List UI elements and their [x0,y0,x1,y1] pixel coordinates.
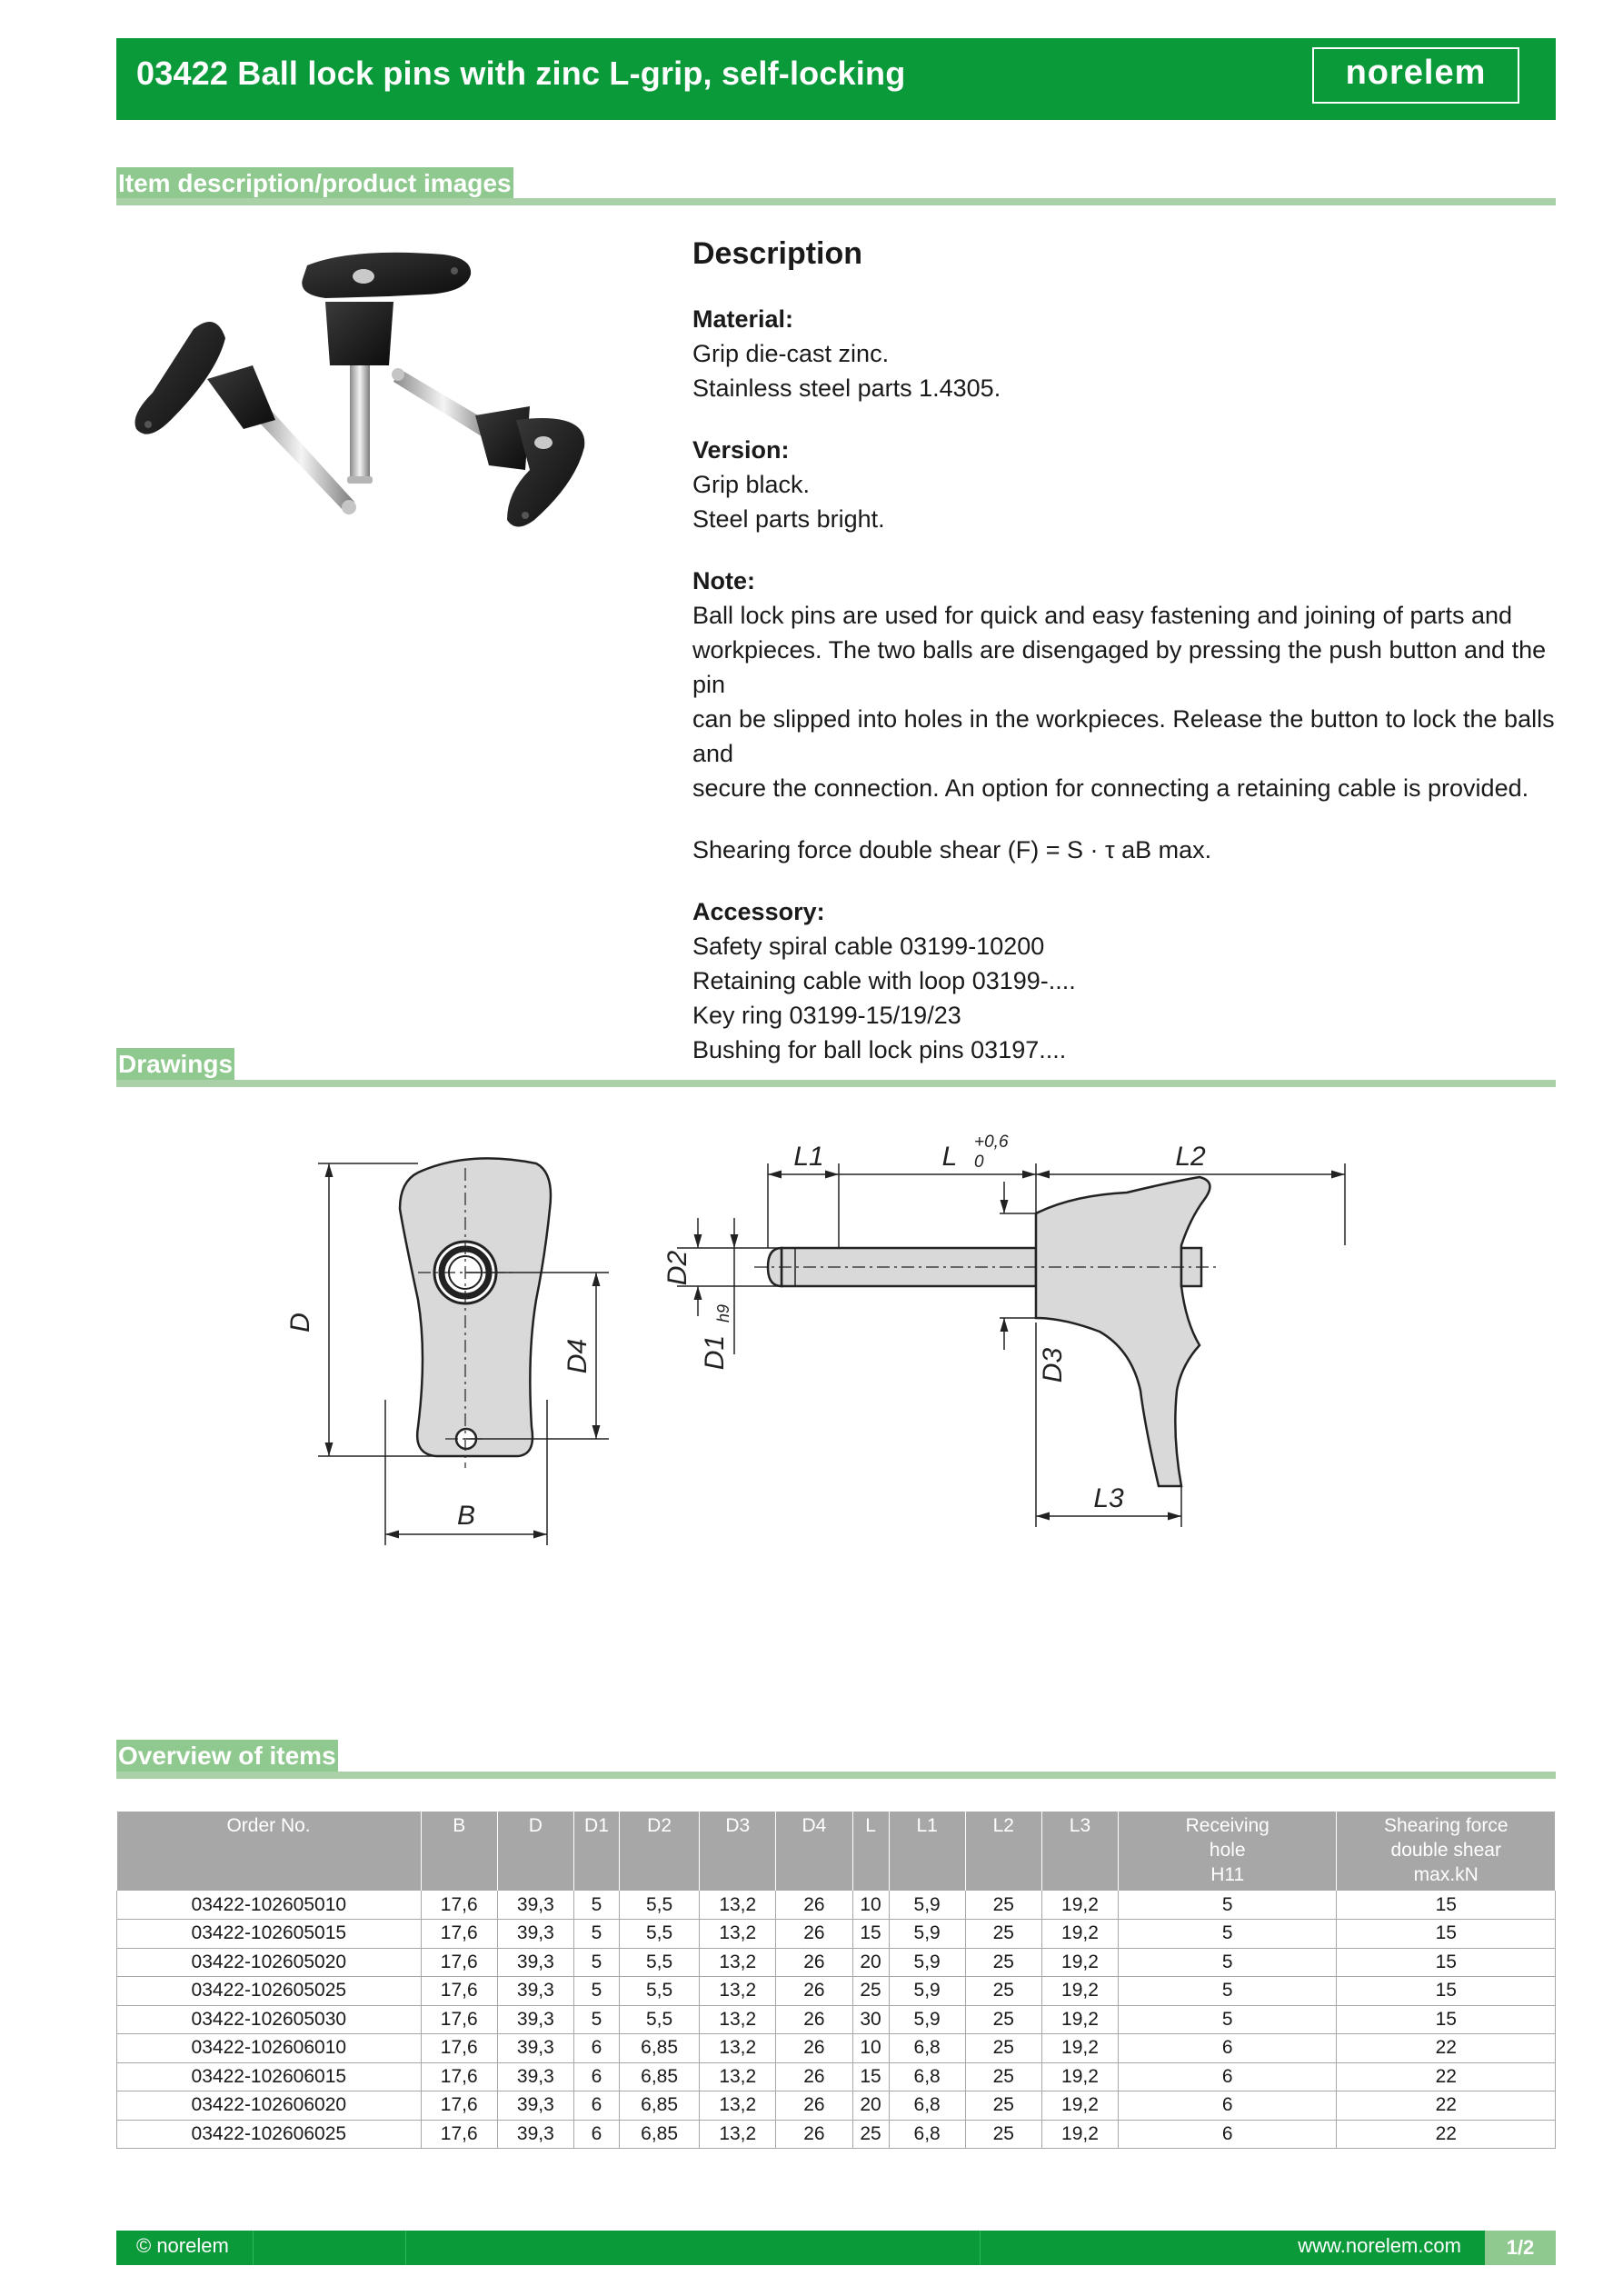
dim-label-l1: L1 [793,1142,824,1172]
side-view [768,1177,1210,1486]
table-cell: 15 [852,2062,889,2091]
order-number-cell: 03422-102606025 [117,2120,422,2149]
table-cell: 25 [965,1920,1041,1949]
col-header: D [497,1812,573,1891]
col-header: D1 [573,1812,619,1891]
footer-copyright: © norelem [136,2234,229,2257]
shear-formula-block [692,833,1556,867]
pin-right [392,368,584,527]
table-cell: 15 [1337,1977,1556,2006]
table-cell: 5,5 [620,1948,700,1977]
header-line: H11 [1210,1864,1245,1885]
version-line: Grip black. [692,471,811,498]
table-cell: 19,2 [1041,2005,1118,2034]
accessory-line: Safety spiral cable 03199-10200 [692,933,1045,960]
section-title-overview: Overview of items [116,1740,338,1772]
table-cell: 26 [776,1948,852,1977]
col-header: Order No. [117,1812,422,1891]
table-cell: 5 [1119,1948,1337,1977]
material-block [692,302,1556,405]
page-number: 1/2 [1485,2231,1556,2265]
table-cell: 6,8 [889,2120,965,2149]
table-cell: 22 [1337,2091,1556,2121]
order-number-cell: 03422-102606020 [117,2091,422,2121]
front-view [400,1158,551,1456]
table-cell: 5,5 [620,2005,700,2034]
footer-divider [405,2231,406,2265]
header-line: Receiving [1185,1815,1270,1836]
table-cell: 25 [965,2062,1041,2091]
order-number-cell: 03422-102605010 [117,1891,422,1920]
table-cell: 5 [1119,1920,1337,1949]
table-cell: 39,3 [497,1977,573,2006]
table-cell: 19,2 [1041,2034,1118,2063]
order-number-cell: 03422-102605020 [117,1948,422,1977]
material-line: Grip die-cast zinc. [692,340,890,367]
table-cell: 10 [852,2034,889,2063]
order-number-cell: 03422-102606010 [117,2034,422,2063]
dim-label-d4: D4 [563,1338,592,1374]
table-cell: 39,3 [497,2062,573,2091]
table-cell: 17,6 [421,2034,497,2063]
table-cell: 5 [1119,2005,1337,2034]
table-cell: 17,6 [421,2062,497,2091]
table-cell: 26 [776,2034,852,2063]
order-number-cell: 03422-102605030 [117,2005,422,2034]
table-cell: 5,5 [620,1920,700,1949]
table-cell: 39,3 [497,2005,573,2034]
table-cell: 25 [965,1977,1041,2006]
table-cell: 5,9 [889,1948,965,1977]
norelem-logo [1312,47,1519,104]
table-cell: 6 [573,2062,619,2091]
table-cell: 17,6 [421,2005,497,2034]
table-cell: 5 [1119,1977,1337,2006]
table-cell: 25 [852,1977,889,2006]
table-cell: 15 [1337,1920,1556,1949]
table-cell: 13,2 [700,2091,776,2121]
table-row [117,2120,1556,2149]
table-cell: 25 [965,1948,1041,1977]
header-line: Shearing force [1383,1815,1508,1836]
table-row [117,1920,1556,1949]
dim-label-d1-tol: h9 [714,1303,732,1323]
col-header: L1 [889,1812,965,1891]
dim-label-d1: D1 [700,1334,730,1371]
table-cell: 6,85 [620,2091,700,2121]
table-cell: 6,8 [889,2034,965,2063]
table-cell: 26 [776,2091,852,2121]
header-line: hole [1209,1840,1246,1861]
col-header-shearing-force [1337,1812,1556,1891]
table-cell: 17,6 [421,1977,497,2006]
table-cell: 25 [965,1891,1041,1920]
col-header: L [852,1812,889,1891]
table-cell: 39,3 [497,1920,573,1949]
table-cell: 10 [852,1891,889,1920]
col-header: L3 [1041,1812,1118,1891]
pin-left [134,322,356,514]
shear-formula: Shearing force double shear (F) = S · τ aB max. [692,836,1212,863]
table-cell: 6 [1119,2120,1337,2149]
table-cell: 6,8 [889,2062,965,2091]
table-cell: 26 [776,1977,852,2006]
accessory-line: Retaining cable with loop 03199-.... [692,967,1076,994]
note-heading: Note: [692,567,755,594]
table-cell: 25 [852,2120,889,2149]
table-cell: 6 [573,2091,619,2121]
table-cell: 5 [573,1977,619,2006]
table-cell: 39,3 [497,1891,573,1920]
footer-divider [980,2231,981,2265]
col-header: D4 [776,1812,852,1891]
table-cell: 5 [573,1920,619,1949]
note-block [692,564,1556,805]
col-header: D3 [700,1812,776,1891]
accessory-line: Bushing for ball lock pins 03197.... [692,1036,1067,1063]
version-line: Steel parts bright. [692,505,885,533]
table-cell: 39,3 [497,2120,573,2149]
version-heading: Version: [692,436,790,464]
table-cell: 17,6 [421,1891,497,1920]
table-cell: 17,6 [421,2091,497,2121]
dim-label-d: D [285,1313,315,1333]
table-cell: 20 [852,1948,889,1977]
col-header: B [421,1812,497,1891]
table-cell: 19,2 [1041,2120,1118,2149]
table-cell: 39,3 [497,1948,573,1977]
table-cell: 26 [776,1920,852,1949]
items-table [116,1812,1556,2149]
table-cell: 13,2 [700,2120,776,2149]
section-title-drawings: Drawings [116,1048,234,1081]
table-cell: 6 [1119,2091,1337,2121]
page-header [116,38,1556,120]
order-number-cell: 03422-102605025 [117,1977,422,2006]
table-cell: 13,2 [700,2062,776,2091]
table-row [117,2005,1556,2034]
table-row [117,1891,1556,1920]
table-cell: 19,2 [1041,1977,1118,2006]
table-cell: 19,2 [1041,1891,1118,1920]
table-cell: 6 [573,2034,619,2063]
table-cell: 5 [573,1891,619,1920]
table-header-row [117,1812,1556,1891]
table-cell: 25 [965,2120,1041,2149]
dim-label-l2: L2 [1175,1142,1206,1172]
table-cell: 17,6 [421,2120,497,2149]
table-cell: 15 [1337,1948,1556,1977]
table-cell: 6,8 [889,2091,965,2121]
table-row [117,2091,1556,2121]
table-cell: 5,5 [620,1891,700,1920]
page-title: 03422 Ball lock pins with zinc L-grip, self-locking [136,55,906,92]
table-cell: 15 [852,1920,889,1949]
footer-website-link[interactable]: www.norelem.com [1298,2234,1461,2257]
table-cell: 13,2 [700,1948,776,1977]
dim-label-l3: L3 [1093,1483,1124,1513]
version-block [692,433,1556,536]
table-cell: 5,9 [889,2005,965,2034]
table-cell: 26 [776,2062,852,2091]
footer-divider [253,2231,254,2265]
table-body [117,1891,1556,2149]
table-cell: 15 [1337,1891,1556,1920]
table-cell: 22 [1337,2062,1556,2091]
table-cell: 13,2 [700,1891,776,1920]
table-cell: 5 [1119,1891,1337,1920]
dim-label-l: L [941,1142,958,1172]
accessory-heading: Accessory: [692,898,825,925]
dim-label-l-tol-lower: 0 [974,1153,984,1172]
header-line: max.kN [1413,1864,1479,1885]
table-cell: 19,2 [1041,1920,1118,1949]
material-line: Stainless steel parts 1.4305. [692,374,1001,402]
table-cell: 19,2 [1041,1948,1118,1977]
section-rule [116,1080,1556,1087]
col-header-receiving-hole [1119,1812,1337,1891]
table-cell: 13,2 [700,2005,776,2034]
table-cell: 13,2 [700,1977,776,2006]
dim-label-d2: D2 [662,1250,692,1286]
table-cell: 39,3 [497,2034,573,2063]
table-cell: 19,2 [1041,2062,1118,2091]
table-cell: 6,85 [620,2034,700,2063]
table-cell: 26 [776,1891,852,1920]
table-cell: 5,5 [620,1977,700,2006]
col-header: L2 [965,1812,1041,1891]
table-cell: 20 [852,2091,889,2121]
table-cell: 15 [1337,2005,1556,2034]
order-number-cell: 03422-102605015 [117,1920,422,1949]
logo-text: norelem [1345,54,1487,92]
table-row [117,1948,1556,1977]
table-cell: 6 [1119,2062,1337,2091]
page-footer [116,2231,1556,2265]
table-cell: 17,6 [421,1920,497,1949]
accessory-line: Key ring 03199-15/19/23 [692,1002,961,1029]
section-rule [116,198,1556,205]
table-row [117,2062,1556,2091]
description-title: Description [692,236,863,271]
table-cell: 25 [965,2091,1041,2121]
table-cell: 22 [1337,2034,1556,2063]
material-heading: Material: [692,305,794,333]
table-cell: 5 [573,1948,619,1977]
table-row [117,1977,1556,2006]
note-line: secure the connection. An option for connecting a retaining cable is provided. [692,774,1529,802]
table-cell: 26 [776,2120,852,2149]
col-header: D2 [620,1812,700,1891]
technical-drawing [273,1127,1454,1691]
table-cell: 6,85 [620,2062,700,2091]
table-cell: 6 [573,2120,619,2149]
table-cell: 6,85 [620,2120,700,2149]
description-block [692,236,1556,1094]
header-line: double shear [1390,1840,1501,1861]
note-line: Ball lock pins are used for quick and easy fastening and joining of parts and [692,602,1513,629]
table-cell: 25 [965,2005,1041,2034]
table-cell: 22 [1337,2120,1556,2149]
note-line: workpieces. The two balls are disengaged by pressing the push button and the pin [692,636,1547,698]
order-number-cell: 03422-102606015 [117,2062,422,2091]
table-cell: 13,2 [700,1920,776,1949]
product-photo [116,238,589,547]
dim-label-d3: D3 [1038,1347,1068,1383]
table-cell: 17,6 [421,1948,497,1977]
table-cell: 26 [776,2005,852,2034]
section-rule [116,1772,1556,1779]
table-cell: 5,9 [889,1977,965,2006]
table-cell: 6 [1119,2034,1337,2063]
table-row [117,2034,1556,2063]
dim-label-b: B [456,1501,476,1531]
table-cell: 13,2 [700,2034,776,2063]
table-cell: 39,3 [497,2091,573,2121]
accessory-block [692,894,1556,1067]
table-cell: 5 [573,2005,619,2034]
table-cell: 19,2 [1041,2091,1118,2121]
dim-label-l-tol-upper: +0,6 [974,1133,1009,1152]
pin-center [302,253,471,484]
table-cell: 25 [965,2034,1041,2063]
table-cell: 5,9 [889,1920,965,1949]
section-title-item-description: Item description/product images [116,167,513,200]
table-cell: 5,9 [889,1891,965,1920]
note-line: can be slipped into holes in the workpieces. Release the button to lock the balls and [692,705,1555,767]
table-cell: 30 [852,2005,889,2034]
